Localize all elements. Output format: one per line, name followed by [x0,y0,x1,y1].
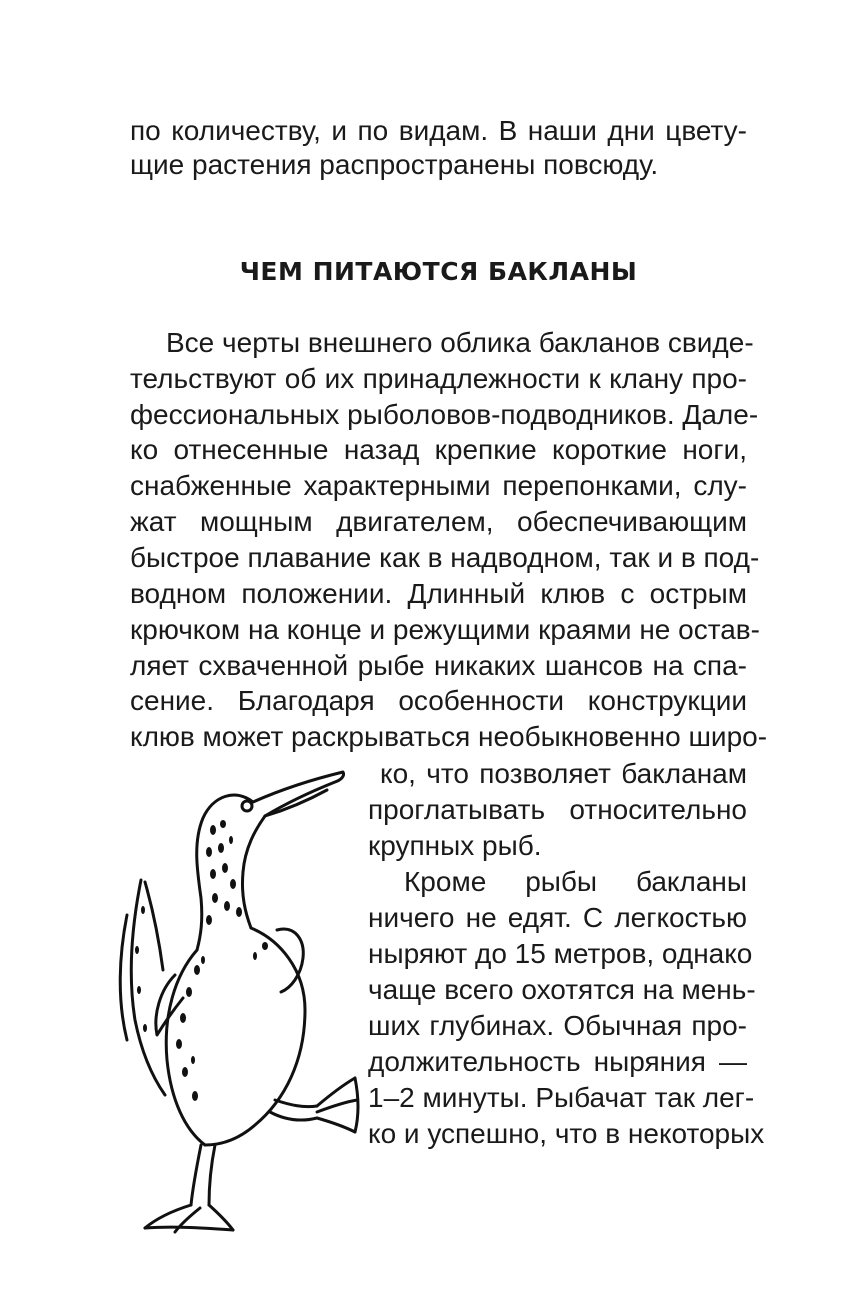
text-line: Все черты внешнего облика бакланов свиде- [166,327,754,358]
text-line: ныряют до 15 метров, однако [368,938,753,969]
text-line: снабженные характерными перепонками, слу- [130,470,747,501]
text-line: тельствуют об их принадлежности к клану про- [130,363,747,394]
text-line: жат мощным двигателем, обеспечивающим [130,506,747,537]
text-line: сение. Благодаря особенности конструкции [130,685,747,716]
text-line: 1–2 минуты. Рыбачат так лег- [368,1082,755,1113]
text-line: крупных рыб. [368,830,542,861]
text-line: проглатывать относительно [368,794,747,825]
text-line: фессиональных рыболовов-подводников. Дале- [130,399,759,430]
text-line: крючком на конце и режущими краями не остав- [130,614,760,645]
text-line: по количеству, и по видам. В наши дни цвету- [130,115,747,146]
text-line: клюв может раскрываться необыкновенно широ- [130,721,768,752]
text-line: Кроме рыбы бакланы [404,866,747,897]
section-heading: ЧЕМ ПИТАЮТСЯ БАКЛАНЫ [239,257,638,286]
text-line: ко и успешно, что в некоторых [368,1118,765,1149]
text-line: водном положении. Длинный клюв с острым [130,578,747,609]
text-line: должительность ныряния — [368,1046,747,1077]
text-line: ничего не едят. С легкостью [368,902,747,933]
text-line: быстрое плавание как в надводном, так и в под- [130,542,760,573]
cormorant-illustration [105,760,360,1235]
text-line: ляет схваченной рыбе никаких шансов на спа- [130,650,747,681]
text-line: чаще всего охотятся на мень- [368,974,756,1005]
text-line: ко, что позволяет бакланам [380,758,747,789]
text-line: ших глубинах. Обычная про- [368,1010,747,1041]
text-line: ко отнесенные назад крепкие короткие ноги, [130,434,747,465]
text-line: щие растения распространены повсюду. [130,149,659,180]
